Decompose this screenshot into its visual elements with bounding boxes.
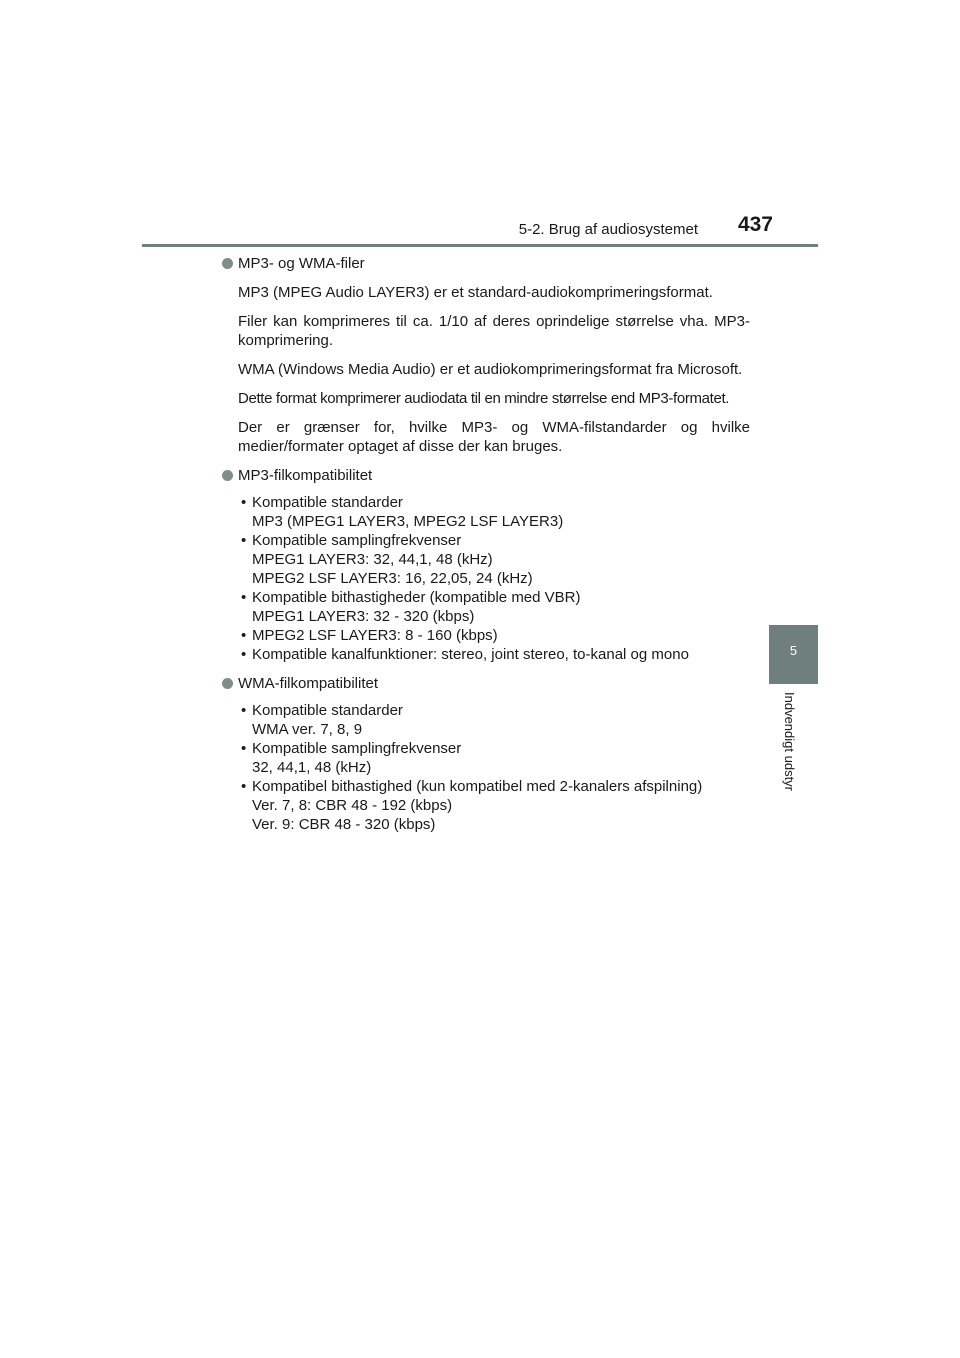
bullet-icon: • bbox=[241, 702, 247, 719]
bullet-icon: • bbox=[241, 740, 247, 757]
list-item bbox=[238, 626, 750, 645]
list-item-detail: MPEG2 LSF LAYER3: 16, 22,05, 24 (kHz) bbox=[252, 570, 533, 587]
bullet-icon: • bbox=[241, 532, 247, 549]
list-item-detail: Ver. 7, 8: CBR 48 - 192 (kbps) bbox=[252, 797, 453, 814]
paragraph: Dette format komprimerer audiodata til en mindre størrelse end MP3-formatet. bbox=[238, 390, 730, 407]
list-item bbox=[238, 493, 750, 531]
list-item bbox=[238, 777, 750, 834]
list-item-detail: MPEG1 LAYER3: 32 - 320 (kbps) bbox=[252, 608, 475, 625]
list-item-label: Kompatible samplingfrekvenser bbox=[252, 740, 462, 757]
section-heading-text: MP3-filkompatibilitet bbox=[238, 467, 373, 484]
list-item-label: Kompatible bithastigheder (kompatible med VBR) bbox=[252, 589, 581, 606]
page-number: 437 bbox=[737, 213, 773, 236]
list-item-detail: 32, 44,1, 48 (kHz) bbox=[252, 759, 372, 776]
page-content bbox=[222, 254, 750, 844]
list-item-detail: Ver. 9: CBR 48 - 320 (kbps) bbox=[252, 816, 436, 833]
paragraph: WMA (Windows Media Audio) er et audiokomprimeringsformat fra Microsoft. bbox=[238, 361, 743, 378]
list-item bbox=[238, 645, 750, 664]
list-item-detail: WMA ver. 7, 8, 9 bbox=[252, 721, 363, 738]
wma-compat-list bbox=[222, 701, 750, 834]
bullet-icon: • bbox=[241, 494, 247, 511]
section-heading-text: MP3- og WMA-filer bbox=[238, 255, 365, 272]
section-heading-mp3-compat bbox=[222, 466, 750, 485]
list-item-detail: MP3 (MPEG1 LAYER3, MPEG2 LSF LAYER3) bbox=[252, 513, 564, 530]
section-heading-wma-compat bbox=[222, 674, 750, 693]
paragraph: MP3 (MPEG Audio LAYER3) er et standard-audiokomprimeringsformat. bbox=[238, 284, 713, 301]
chapter-label: Indvendigt udstyr bbox=[782, 692, 797, 792]
bullet-icon: • bbox=[241, 627, 247, 644]
bullet-circle-icon bbox=[222, 470, 233, 481]
list-item-label: Kompatible kanalfunktioner: stereo, joint stereo, to-kanal og mono bbox=[252, 646, 689, 663]
section-title: 5-2. Brug af audiosystemet bbox=[518, 221, 698, 238]
header-rule bbox=[142, 244, 818, 247]
page-header bbox=[142, 214, 818, 246]
bullet-icon: • bbox=[241, 646, 247, 663]
list-item-detail: MPEG1 LAYER3: 32, 44,1, 48 (kHz) bbox=[252, 551, 493, 568]
list-item bbox=[238, 531, 750, 588]
list-item-label: Kompatible standarder bbox=[252, 702, 403, 719]
list-item bbox=[238, 588, 750, 626]
bullet-icon: • bbox=[241, 589, 247, 606]
list-item-label: MPEG2 LSF LAYER3: 8 - 160 (kbps) bbox=[252, 627, 498, 644]
list-item bbox=[238, 739, 750, 777]
bullet-icon: • bbox=[241, 778, 247, 795]
chapter-tab bbox=[769, 625, 818, 684]
list-item bbox=[238, 701, 750, 739]
section-heading-text: WMA-filkompatibilitet bbox=[238, 675, 379, 692]
bullet-circle-icon bbox=[222, 678, 233, 689]
list-item-label: Kompatible samplingfrekvenser bbox=[252, 532, 462, 549]
chapter-number: 5 bbox=[789, 643, 798, 658]
paragraph: Der er grænser for, hvilke MP3- og WMA-filstandarder og hvilke medier/formater optaget af disse der kan bruges. bbox=[238, 419, 750, 455]
list-item-label: Kompatible standarder bbox=[252, 494, 403, 511]
bullet-circle-icon bbox=[222, 258, 233, 269]
section-heading-mp3-wma bbox=[222, 254, 750, 273]
list-item-label: Kompatibel bithastighed (kun kompatibel med 2-kanalers afspilning) bbox=[252, 778, 703, 795]
mp3-compat-list bbox=[222, 493, 750, 664]
paragraph: Filer kan komprimeres til ca. 1/10 af deres oprindelige størrelse vha. MP3-komprimering. bbox=[238, 313, 750, 349]
